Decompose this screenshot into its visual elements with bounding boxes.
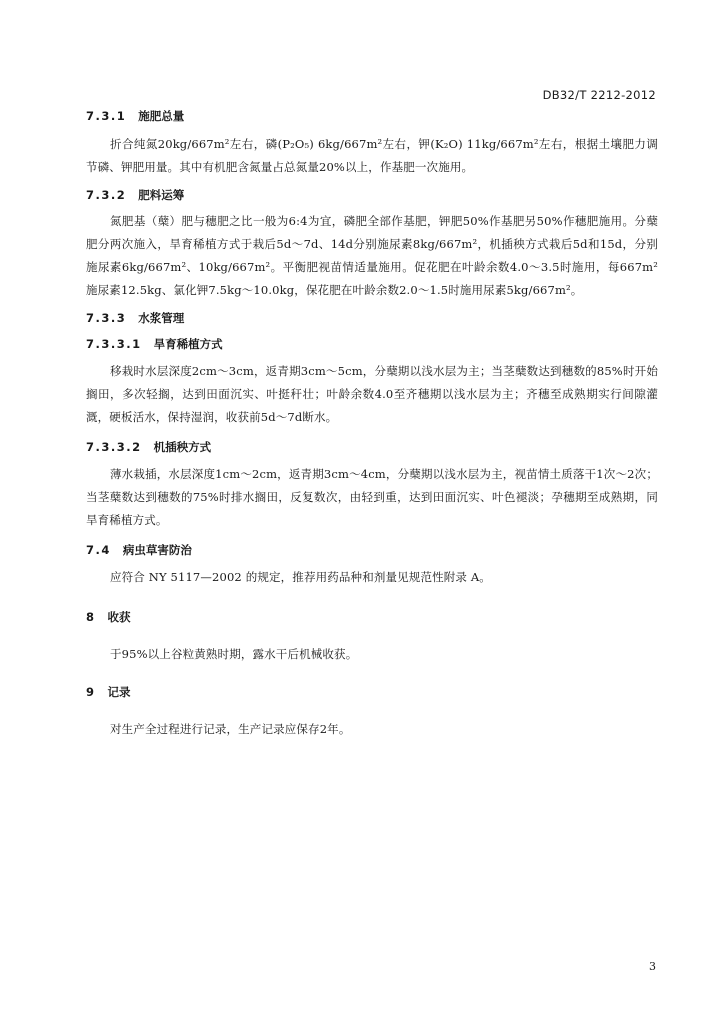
section-number: 7.3.3.2 — [86, 440, 142, 454]
paragraph-harvest: 于95%以上谷粒黄熟时期，露水干后机械收获。 — [110, 647, 358, 661]
paragraph-total-fertilizer: 折合纯氮20kg/667m²左右，磷(P₂O₅) 6kg/667m²左右，钾(K₂O) 11kg/667m²左右，根据土壤肥力调节磷、钾肥用量。其中有机肥含氮量占总氮量20%以上，作基肥一次施用。 — [86, 137, 658, 174]
section-title: 水浆管理 — [138, 311, 185, 325]
section-number: 9 — [86, 685, 96, 699]
section-heading-7-3-3 — [86, 310, 658, 326]
paragraph-records: 对生产全过程进行记录，生产记录应保存2年。 — [110, 722, 351, 736]
section-number: 7.3.2 — [86, 188, 127, 202]
page-number: 3 — [649, 960, 656, 973]
section-heading-8 — [86, 609, 658, 625]
section-heading-9 — [86, 684, 658, 700]
section-heading-7-3-1 — [86, 108, 658, 124]
document-body — [86, 108, 658, 741]
section-title: 机插秧方式 — [153, 440, 212, 454]
section-number: 7.4 — [86, 543, 111, 557]
paragraph-pest-control: 应符合 NY 5117—2002 的规定，推荐用药品种和剂量见规范性附录 A。 — [110, 570, 491, 584]
section-heading-7-4 — [86, 542, 658, 558]
section-title: 收获 — [107, 610, 131, 624]
section-title: 记录 — [107, 685, 131, 699]
section-title: 肥料运筹 — [138, 188, 185, 202]
paragraph-fertilizer-schedule: 氮肥基（蘖）肥与穗肥之比一般为6:4为宜，磷肥全部作基肥，钾肥50%作基肥另50%作穗肥施用。分蘖肥分两次施入，旱育稀植方式于栽后5d～7d、14d分别施尿素8kg/667m²，机插秧方式栽后5d和15d，分别施尿素6kg/667m²、10kg/667m²。平衡肥视苗情适量施用。促花肥在叶龄余数4.0～3.5时施用，每667m²施尿素12.5kg、氯化钾7.5kg～10.0kg，保花肥在叶龄余数2.0～1.5时施用尿素5kg/667m²。 — [86, 214, 658, 297]
section-number: 7.3.3.1 — [86, 337, 142, 351]
section-title: 施肥总量 — [138, 109, 185, 123]
section-number: 7.3.1 — [86, 109, 127, 123]
section-title: 病虫草害防治 — [122, 543, 192, 557]
section-title: 旱育稀植方式 — [153, 337, 223, 351]
standard-code: DB32/T 2212-2012 — [542, 88, 656, 102]
paragraph-dry-nursery-water: 移栽时水层深度2cm～3cm，返青期3cm～5cm，分蘖期以浅水层为主；当茎蘖数达到穗数的85%时开始搁田，多次轻搁，达到田面沉实、叶挺秆壮；叶龄余数4.0至齐穗期以浅水层为主；齐穗至成熟期实行间隙灌溉，硬板活水，保持湿润，收获前5d～7d断水。 — [86, 364, 658, 424]
section-heading-7-3-3-2 — [86, 439, 658, 455]
section-number: 7.3.3 — [86, 311, 127, 325]
section-heading-7-3-3-1 — [86, 336, 658, 352]
section-heading-7-3-2 — [86, 187, 658, 203]
paragraph-machine-transplant-water: 薄水栽插，水层深度1cm～2cm，返青期3cm～4cm，分蘖期以浅水层为主，视苗情土质落干1次～2次；当茎蘖数达到穗数的75%时排水搁田，反复数次，由轻到重，达到田面沉实、叶色褪淡；孕穗期至成熟期，同旱育稀植方式。 — [86, 467, 658, 527]
section-number: 8 — [86, 610, 96, 624]
